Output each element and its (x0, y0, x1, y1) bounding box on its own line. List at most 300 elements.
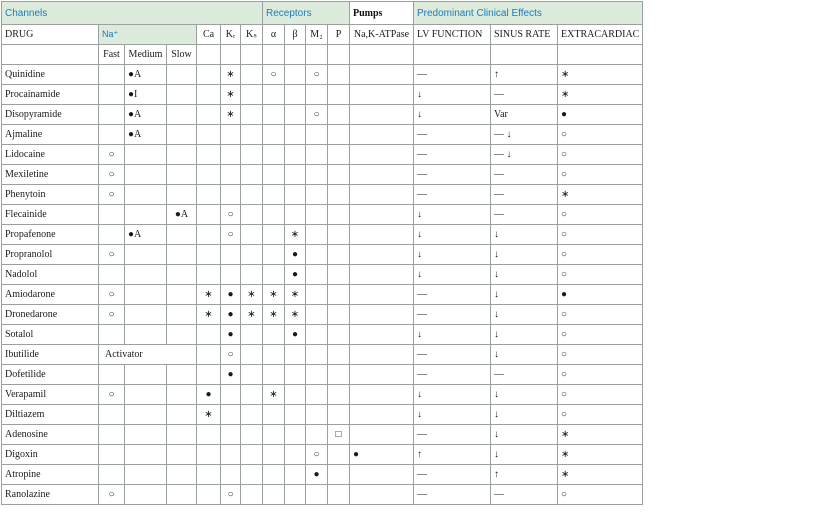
cell-p (328, 185, 350, 205)
col-na-k-atpase: Na,K-ATPase (350, 25, 414, 45)
col-p: P (328, 25, 350, 45)
table-row (2, 305, 643, 325)
cell-lv: ↓ (414, 245, 491, 265)
cell-fast (99, 365, 125, 385)
cell-ks (241, 365, 263, 385)
cell-alpha (263, 325, 285, 345)
cell-sinus: — (491, 85, 558, 105)
cell-extra: ∗ (558, 65, 643, 85)
drug-name: Ranolazine (2, 485, 99, 505)
cell-m2: ○ (306, 445, 328, 465)
cell-lv: — (414, 125, 491, 145)
cell-extra: ∗ (558, 425, 643, 445)
cell-kr: ● (221, 365, 241, 385)
drug-name: Procainamide (2, 85, 99, 105)
cell-fast (99, 425, 125, 445)
cell-fast: ○ (99, 145, 125, 165)
cell-ks (241, 385, 263, 405)
cell-lv: — (414, 485, 491, 505)
col-kr: Kᵣ (221, 25, 241, 45)
cell-ca (197, 485, 221, 505)
cell-kr: ○ (221, 205, 241, 225)
table-row (2, 285, 643, 305)
cell-p (328, 345, 350, 365)
cell-ks (241, 85, 263, 105)
cell-ks (241, 245, 263, 265)
cell-lv: — (414, 345, 491, 365)
cell-ca (197, 105, 221, 125)
cell-medium (125, 485, 167, 505)
cell-ca (197, 345, 221, 365)
cell-pump (350, 465, 414, 485)
cell-alpha (263, 265, 285, 285)
cell-alpha (263, 145, 285, 165)
cell-kr: ∗ (221, 105, 241, 125)
cell-m2 (306, 345, 328, 365)
cell-extra: ○ (558, 325, 643, 345)
cell-fast (99, 105, 125, 125)
cell-p (328, 405, 350, 425)
cell-extra: ∗ (558, 85, 643, 105)
cell-beta: ∗ (285, 225, 306, 245)
cell-alpha (263, 425, 285, 445)
cell-kr (221, 265, 241, 285)
cell-slow (167, 105, 197, 125)
cell-beta (285, 85, 306, 105)
cell-lv: ↓ (414, 405, 491, 425)
group-header-row (2, 2, 643, 25)
cell-sinus: ↓ (491, 285, 558, 305)
cell-fast: ○ (99, 385, 125, 405)
cell-lv: ↓ (414, 205, 491, 225)
cell-extra: ○ (558, 385, 643, 405)
cell-sinus: ↓ (491, 425, 558, 445)
cell-lv: ↓ (414, 265, 491, 285)
drug-name: Nadolol (2, 265, 99, 285)
cell-slow (167, 385, 197, 405)
cell-slow (167, 145, 197, 165)
drug-name: Propranolol (2, 245, 99, 265)
drug-name: Ibutilide (2, 345, 99, 365)
cell-slow (167, 485, 197, 505)
cell-ks (241, 325, 263, 345)
cell-alpha: ∗ (263, 385, 285, 405)
cell-kr: ● (221, 285, 241, 305)
cell-slow (167, 285, 197, 305)
cell-ks (241, 225, 263, 245)
cell-sinus: ↓ (491, 225, 558, 245)
cell-alpha (263, 445, 285, 465)
cell-alpha (263, 225, 285, 245)
cell-beta: ● (285, 265, 306, 285)
cell-medium: ●A (125, 125, 167, 145)
cell-lv: ↓ (414, 225, 491, 245)
cell-fast: ○ (99, 485, 125, 505)
cell-p (328, 365, 350, 385)
cell-p (328, 285, 350, 305)
cell-m2: ○ (306, 65, 328, 85)
cell-beta (285, 425, 306, 445)
cell-beta: ● (285, 325, 306, 345)
cell-slow (167, 465, 197, 485)
cell-extra: ○ (558, 125, 643, 145)
cell-pump (350, 325, 414, 345)
cell-ks (241, 465, 263, 485)
drug-name: Phenytoin (2, 185, 99, 205)
cell-medium (125, 265, 167, 285)
cell-lv: — (414, 465, 491, 485)
group-pumps: Pumps (350, 2, 414, 25)
cell-beta (285, 65, 306, 85)
cell-extra: ∗ (558, 465, 643, 485)
cell-fast: Activator (99, 345, 197, 365)
cell-kr (221, 445, 241, 465)
subheader-row (2, 45, 643, 65)
cell-pump (350, 425, 414, 445)
cell-medium: ●A (125, 105, 167, 125)
cell-beta: ● (285, 245, 306, 265)
table-row (2, 225, 643, 245)
col-lv-function: LV FUNCTION (414, 25, 491, 45)
cell-alpha: ○ (263, 65, 285, 85)
table-row (2, 145, 643, 165)
cell-ks (241, 405, 263, 425)
table-row (2, 325, 643, 345)
cell-medium (125, 425, 167, 445)
cell-fast (99, 465, 125, 485)
col-ca: Ca (197, 25, 221, 45)
cell-pump (350, 245, 414, 265)
cell-ks (241, 105, 263, 125)
cell-lv: ↓ (414, 325, 491, 345)
cell-alpha (263, 245, 285, 265)
drug-name: Atropine (2, 465, 99, 485)
cell-p (328, 85, 350, 105)
cell-ca: ∗ (197, 285, 221, 305)
cell-m2 (306, 425, 328, 445)
cell-beta (285, 465, 306, 485)
cell-ca (197, 365, 221, 385)
cell-sinus: ↓ (491, 385, 558, 405)
cell-lv: — (414, 185, 491, 205)
cell-p (328, 485, 350, 505)
cell-m2 (306, 265, 328, 285)
col-na: Na⁺ (99, 25, 197, 45)
cell-beta (285, 385, 306, 405)
cell-slow (167, 85, 197, 105)
cell-ca (197, 125, 221, 145)
cell-fast (99, 205, 125, 225)
cell-alpha: ∗ (263, 305, 285, 325)
cell-ks: ∗ (241, 285, 263, 305)
cell-ks: ∗ (241, 305, 263, 325)
cell-beta (285, 145, 306, 165)
cell-extra: ● (558, 105, 643, 125)
table-row (2, 345, 643, 365)
col-beta: β (285, 25, 306, 45)
cell-extra: ○ (558, 265, 643, 285)
cell-pump (350, 225, 414, 245)
cell-ca (197, 225, 221, 245)
cell-kr: ● (221, 325, 241, 345)
cell-ca: ● (197, 385, 221, 405)
cell-extra: ○ (558, 405, 643, 425)
cell-medium (125, 305, 167, 325)
cell-slow (167, 365, 197, 385)
cell-ks (241, 65, 263, 85)
drug-name: Mexiletine (2, 165, 99, 185)
cell-extra: ● (558, 285, 643, 305)
cell-extra: ∗ (558, 185, 643, 205)
drug-name: Amiodarone (2, 285, 99, 305)
cell-alpha (263, 85, 285, 105)
cell-p (328, 65, 350, 85)
cell-slow (167, 445, 197, 465)
cell-kr: ○ (221, 485, 241, 505)
cell-ks (241, 165, 263, 185)
cell-beta (285, 205, 306, 225)
col-slow: Slow (167, 45, 197, 65)
cell-slow (167, 265, 197, 285)
table-row (2, 65, 643, 85)
cell-slow (167, 165, 197, 185)
table-row (2, 485, 643, 505)
cell-medium (125, 285, 167, 305)
col-drug: DRUG (2, 25, 99, 45)
cell-p (328, 305, 350, 325)
cell-lv: — (414, 145, 491, 165)
cell-kr (221, 465, 241, 485)
cell-m2 (306, 205, 328, 225)
cell-kr (221, 245, 241, 265)
cell-extra: ○ (558, 145, 643, 165)
cell-sinus: ↓ (491, 405, 558, 425)
table-row (2, 425, 643, 445)
cell-ks (241, 445, 263, 465)
cell-alpha (263, 185, 285, 205)
cell-ca (197, 145, 221, 165)
cell-extra: ○ (558, 165, 643, 185)
cell-slow (167, 405, 197, 425)
cell-pump (350, 405, 414, 425)
cell-pump (350, 85, 414, 105)
cell-pump (350, 125, 414, 145)
cell-lv: ↑ (414, 445, 491, 465)
cell-sinus: ↑ (491, 65, 558, 85)
cell-lv: — (414, 165, 491, 185)
cell-slow (167, 225, 197, 245)
drug-name: Disopyramide (2, 105, 99, 125)
cell-p (328, 385, 350, 405)
cell-medium (125, 365, 167, 385)
table-row (2, 445, 643, 465)
cell-alpha (263, 345, 285, 365)
cell-pump (350, 165, 414, 185)
cell-fast (99, 405, 125, 425)
drug-name: Quinidine (2, 65, 99, 85)
cell-ca (197, 165, 221, 185)
cell-beta (285, 345, 306, 365)
cell-p (328, 205, 350, 225)
cell-m2 (306, 85, 328, 105)
table-row (2, 185, 643, 205)
cell-extra: ○ (558, 245, 643, 265)
table-row (2, 405, 643, 425)
table-row (2, 385, 643, 405)
cell-sinus: — (491, 205, 558, 225)
cell-kr (221, 125, 241, 145)
cell-beta (285, 445, 306, 465)
cell-beta (285, 185, 306, 205)
cell-medium (125, 385, 167, 405)
cell-kr: ∗ (221, 85, 241, 105)
cell-extra: ○ (558, 305, 643, 325)
cell-p (328, 325, 350, 345)
cell-fast (99, 85, 125, 105)
cell-pump (350, 365, 414, 385)
cell-ks (241, 145, 263, 165)
drug-name: Flecainide (2, 205, 99, 225)
cell-extra: ○ (558, 485, 643, 505)
cell-sinus: ↑ (491, 465, 558, 485)
cell-p (328, 145, 350, 165)
cell-ks (241, 345, 263, 365)
cell-ks (241, 125, 263, 145)
col-m2: M₂ (306, 25, 328, 45)
cell-kr: ○ (221, 345, 241, 365)
cell-beta: ∗ (285, 305, 306, 325)
cell-medium (125, 145, 167, 165)
cell-pump (350, 385, 414, 405)
cell-sinus: — ↓ (491, 125, 558, 145)
cell-ca (197, 245, 221, 265)
cell-alpha: ∗ (263, 285, 285, 305)
cell-ca (197, 425, 221, 445)
drug-name: Adenosine (2, 425, 99, 445)
cell-extra: ○ (558, 225, 643, 245)
cell-p: □ (328, 425, 350, 445)
cell-p (328, 125, 350, 145)
table-row (2, 165, 643, 185)
cell-kr: ● (221, 305, 241, 325)
cell-beta: ∗ (285, 285, 306, 305)
cell-alpha (263, 485, 285, 505)
cell-ca (197, 465, 221, 485)
cell-slow (167, 425, 197, 445)
cell-p (328, 165, 350, 185)
col-extracardiac: EXTRACARDIAC (558, 25, 643, 45)
cell-pump (350, 305, 414, 325)
cell-alpha (263, 125, 285, 145)
cell-medium: ●A (125, 65, 167, 85)
table-row (2, 465, 643, 485)
cell-beta (285, 105, 306, 125)
cell-ks (241, 205, 263, 225)
cell-beta (285, 125, 306, 145)
drug-name: Lidocaine (2, 145, 99, 165)
subheader-blank (2, 45, 99, 65)
cell-kr (221, 165, 241, 185)
cell-ca (197, 205, 221, 225)
cell-extra: ○ (558, 365, 643, 385)
cell-pump (350, 485, 414, 505)
cell-sinus: — (491, 365, 558, 385)
cell-m2 (306, 385, 328, 405)
cell-medium (125, 185, 167, 205)
cell-kr: ∗ (221, 65, 241, 85)
cell-fast (99, 125, 125, 145)
column-header-row (2, 25, 643, 45)
cell-ks (241, 425, 263, 445)
drug-name: Dronedarone (2, 305, 99, 325)
table-row (2, 205, 643, 225)
cell-fast (99, 325, 125, 345)
cell-sinus: ↓ (491, 345, 558, 365)
cell-alpha (263, 465, 285, 485)
col-alpha: α (263, 25, 285, 45)
cell-p (328, 465, 350, 485)
cell-ca: ∗ (197, 405, 221, 425)
cell-ca (197, 185, 221, 205)
cell-pump (350, 205, 414, 225)
cell-beta (285, 485, 306, 505)
cell-kr: ○ (221, 225, 241, 245)
cell-m2 (306, 225, 328, 245)
cell-p (328, 245, 350, 265)
cell-alpha (263, 105, 285, 125)
drug-name: Diltiazem (2, 405, 99, 425)
cell-ca: ∗ (197, 305, 221, 325)
cell-m2: ● (306, 465, 328, 485)
col-ks: Kₛ (241, 25, 263, 45)
cell-slow: ●A (167, 205, 197, 225)
cell-p (328, 105, 350, 125)
cell-fast: ○ (99, 245, 125, 265)
table-row (2, 85, 643, 105)
cell-alpha (263, 365, 285, 385)
cell-sinus: — (491, 185, 558, 205)
cell-extra: ○ (558, 205, 643, 225)
cell-medium (125, 405, 167, 425)
cell-p (328, 265, 350, 285)
drug-name: Digoxin (2, 445, 99, 465)
cell-medium (125, 445, 167, 465)
cell-fast: ○ (99, 165, 125, 185)
cell-pump: ● (350, 445, 414, 465)
cell-kr (221, 185, 241, 205)
cell-alpha (263, 165, 285, 185)
cell-fast: ○ (99, 185, 125, 205)
cell-sinus: — (491, 165, 558, 185)
cell-pump (350, 145, 414, 165)
cell-fast (99, 445, 125, 465)
table-row (2, 265, 643, 285)
cell-m2 (306, 285, 328, 305)
cell-fast (99, 225, 125, 245)
cell-fast (99, 265, 125, 285)
cell-extra: ○ (558, 345, 643, 365)
cell-m2 (306, 305, 328, 325)
cell-ca (197, 265, 221, 285)
cell-slow (167, 325, 197, 345)
cell-lv: — (414, 285, 491, 305)
cell-ca (197, 85, 221, 105)
cell-ks (241, 185, 263, 205)
col-medium: Medium (125, 45, 167, 65)
cell-slow (167, 185, 197, 205)
table-row (2, 365, 643, 385)
col-fast: Fast (99, 45, 125, 65)
